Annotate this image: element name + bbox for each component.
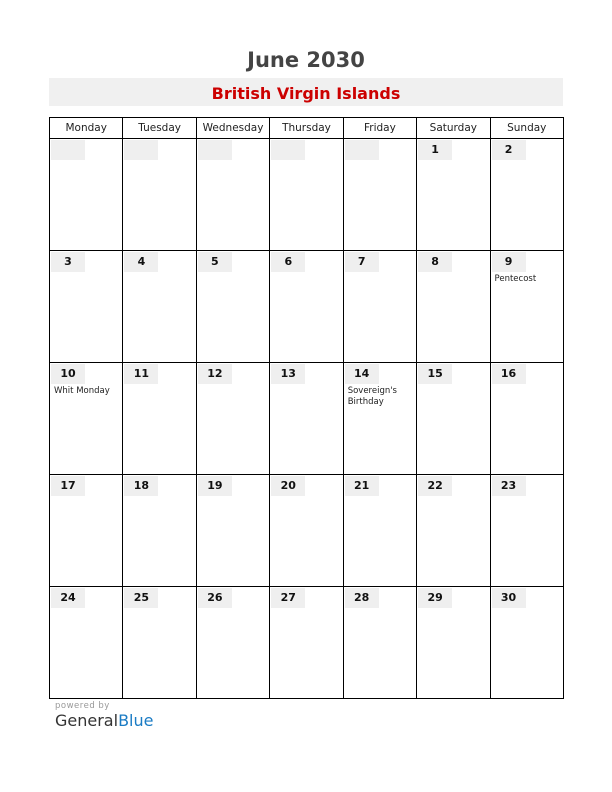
day-number: 28: [345, 588, 379, 608]
day-cell: [343, 363, 416, 475]
week-row: [50, 363, 564, 475]
page-title: June 2030: [247, 48, 365, 72]
day-number: 24: [51, 588, 85, 608]
holiday-label: Whit Monday: [54, 386, 110, 396]
day-cell: [50, 475, 123, 587]
day-cell: [417, 139, 490, 251]
day-number: 6: [271, 252, 305, 272]
day-cell: [417, 475, 490, 587]
day-cell: [123, 587, 196, 699]
day-cell: [270, 363, 343, 475]
weekday-wednesday: Wednesday: [196, 118, 269, 139]
week-row: [50, 587, 564, 699]
day-number: [271, 140, 305, 160]
day-cell: [196, 363, 269, 475]
day-cell: [490, 251, 563, 363]
day-cell: [417, 587, 490, 699]
day-number: 19: [198, 476, 232, 496]
day-cell: [50, 363, 123, 475]
day-cell: [417, 363, 490, 475]
holiday-label: Pentecost: [494, 274, 537, 284]
calendar-grid: [49, 117, 564, 699]
day-cell: [343, 251, 416, 363]
day-number: 7: [345, 252, 379, 272]
day-number: [345, 140, 379, 160]
day-cell: [50, 251, 123, 363]
powered-by-text: powered by: [55, 701, 110, 711]
day-number: 23: [492, 476, 526, 496]
day-cell: [270, 251, 343, 363]
day-number: 1: [418, 140, 452, 160]
day-cell: [196, 587, 269, 699]
logo-general: General: [55, 711, 119, 730]
day-number: 13: [271, 364, 305, 384]
logo-blue: Blue: [118, 711, 154, 730]
weekday-sunday: Sunday: [490, 118, 563, 139]
week-row: [50, 251, 564, 363]
day-cell: [196, 251, 269, 363]
day-number: 26: [198, 588, 232, 608]
generalblue-logo: [55, 711, 153, 730]
day-cell: [490, 587, 563, 699]
day-number: [51, 140, 85, 160]
day-number: 12: [198, 364, 232, 384]
day-cell: [123, 475, 196, 587]
day-cell: [343, 139, 416, 251]
day-number: 2: [492, 140, 526, 160]
day-number: [198, 140, 232, 160]
day-number: 8: [418, 252, 452, 272]
day-number: 11: [124, 364, 158, 384]
day-number: 29: [418, 588, 452, 608]
day-cell: [490, 475, 563, 587]
day-cell: [196, 475, 269, 587]
holiday-label: Sovereign's Birthday: [347, 386, 397, 407]
day-number: 16: [492, 364, 526, 384]
day-cell: [123, 139, 196, 251]
day-number: 25: [124, 588, 158, 608]
day-number: 20: [271, 476, 305, 496]
day-number: 10: [51, 364, 85, 384]
day-number: [124, 140, 158, 160]
day-number: 5: [198, 252, 232, 272]
week-row: [50, 475, 564, 587]
day-number: 22: [418, 476, 452, 496]
day-number: 17: [51, 476, 85, 496]
day-cell: [50, 139, 123, 251]
weekday-monday: Monday: [50, 118, 123, 139]
day-cell: [123, 251, 196, 363]
day-number: 21: [345, 476, 379, 496]
day-cell: [196, 139, 269, 251]
day-number: 14: [345, 364, 379, 384]
day-number: 18: [124, 476, 158, 496]
day-number: 4: [124, 252, 158, 272]
brand-footer: [55, 701, 153, 730]
day-cell: [270, 587, 343, 699]
day-cell: [123, 363, 196, 475]
day-cell: [50, 587, 123, 699]
day-cell: [417, 251, 490, 363]
country-name: British Virgin Islands: [211, 84, 401, 103]
day-number: 3: [51, 252, 85, 272]
day-number: 30: [492, 588, 526, 608]
week-row: [50, 139, 564, 251]
weekday-tuesday: Tuesday: [123, 118, 196, 139]
day-cell: [490, 139, 563, 251]
day-cell: [490, 363, 563, 475]
weekday-saturday: Saturday: [417, 118, 490, 139]
day-number: 15: [418, 364, 452, 384]
day-cell: [343, 587, 416, 699]
weekday-thursday: Thursday: [270, 118, 343, 139]
country-banner: [49, 78, 563, 106]
day-cell: [270, 139, 343, 251]
day-cell: [343, 475, 416, 587]
day-number: 9: [492, 252, 526, 272]
weekday-header-row: [50, 118, 564, 139]
day-number: 27: [271, 588, 305, 608]
weekday-friday: Friday: [343, 118, 416, 139]
day-cell: [270, 475, 343, 587]
